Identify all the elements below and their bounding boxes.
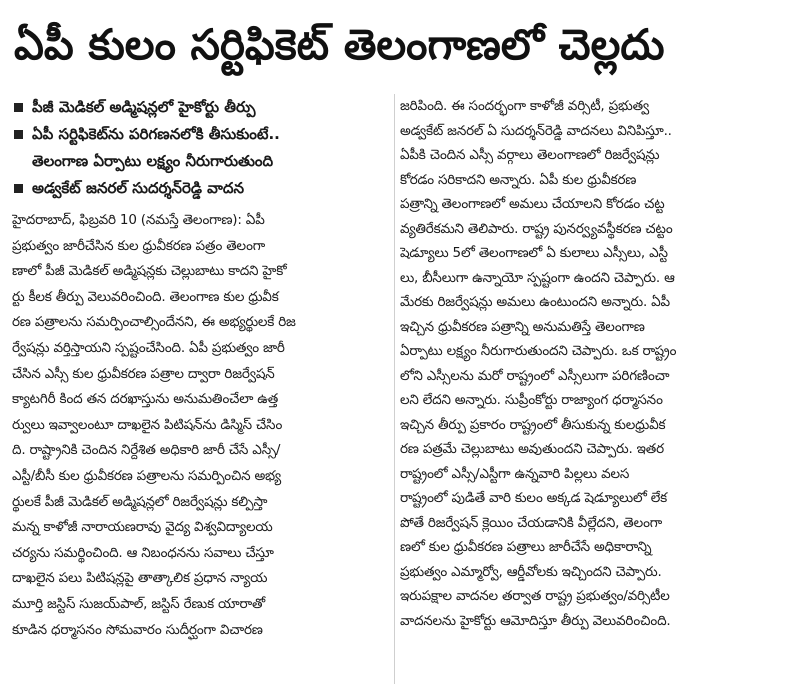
article-line: రణ పత్రమే చెల్లుబాటు అవుతుందని చెప్పారు. ఇతర: [400, 441, 664, 457]
article-line: అడ్వకేట్ జనరల్ ఏ సుదర్శన్‌రెడ్డి వాదనలు వినిపిస్తూ..: [400, 122, 672, 139]
highlight-text: పీజీ మెడికల్ అడ్మిషన్లలో హైకోర్టు తీర్పు: [32, 98, 256, 116]
article-line: ర్థులకే పీజీ మెడికల్ అడ్మిషన్లలో రిజర్వేషన్లు కల్పిస్తా: [12, 493, 268, 510]
article-line: లు, బీసీలుగా ఉన్నాయో స్పష్టంగా ఉందని చెప్పారు. ఆ: [400, 269, 675, 286]
highlight-item: [12, 121, 388, 148]
article-line: ర్టు కీలక తీర్పు వెలువరించింది. తెలంగాణ కుల ధ్రువీక: [12, 288, 279, 305]
article-line: రణ పత్రాలను సమర్పించాల్సిందేనని, ఈ అభ్యర్థులకే రిజ: [12, 314, 296, 331]
article-line: పోతే రిజర్వేషన్ క్లెయిం చేయడానికి వీల్లేదని, తెలంగా: [400, 514, 663, 531]
highlight-item: [12, 94, 388, 121]
highlight-text: అడ్వకేట్ జనరల్ సుదర్శన్‌రెడ్డి వాదన: [32, 179, 245, 197]
article-line: పత్రాన్ని తెలంగాణలో అమలు చేయాలని కోరడం చట్ట: [400, 196, 665, 212]
article-line: ఏర్పాటు లక్ష్యం నీరుగారుతుందని చెప్పారు. ఒక రాష్ట్రం: [400, 343, 677, 359]
highlights-list: [12, 94, 388, 202]
right-column: [400, 94, 788, 633]
article-line: ప్రభుత్వం ఎమ్మార్వో, ఆర్డీవోలకు ఇచ్చిందని చెప్పారు.: [400, 563, 662, 580]
article-line: ణాలో పీజీ మెడికల్ అడ్మిషన్లకు చెల్లుబాటు కాదని హైకో: [12, 263, 287, 280]
article-line: మూర్తి జస్టిస్ సుజయ్‌పాల్, జస్టిస్ రేణుక యారాతో: [12, 595, 265, 612]
headline: ఏపీ కులం సర్టిఫికెట్ తెలంగాణలో చెల్లదు: [14, 20, 665, 69]
highlight-item: [12, 148, 388, 175]
article-line: వాదనలను హైకోర్టు ఆమోదిస్తూ తీర్పు వెలువరించింది.: [400, 612, 671, 629]
article-line: రాష్ట్రంలో ఎస్సీ/ఎస్టీగా ఉన్నవారి పిల్లలు వలస: [400, 465, 630, 482]
article-line: ఇరుపక్షాల వాదనల తర్వాత రాష్ట్ర ప్రభుత్వం/వర్సిటీల: [400, 588, 670, 604]
article-line: ది. రాష్ట్రానికి చెందిన నిర్దేశిత అధికారి జారీ చేసే ఎస్సీ/: [12, 442, 281, 459]
article-line: ఇచ్చిన తీర్పు ప్రకారం రాష్ట్రంలో తీసుకున్న కులధ్రువీక: [400, 416, 666, 433]
article-line: చేసిన ఎస్సీ కుల ధ్రువీకరణ పత్రాల ద్వారా రిజర్వేషన్: [12, 365, 275, 382]
article-line: మేరకు రిజర్వేషన్లు అమలు ఉంటుందని అన్నారు. ఏపీ: [400, 294, 670, 310]
article-body-left: [12, 208, 388, 643]
article-line: ర్వులు ఇవ్వాలంటూ దాఖలైన పిటిషన్‌ను డిస్మిస్ చేసిం: [12, 416, 283, 433]
article-line: ర్వేషన్లు వర్తిస్తాయని స్పష్టంచేసింది. ఏపీ ప్రభుత్వం జారీ: [12, 339, 285, 356]
article-line: ఏపీకి చెందిన ఎస్సీ వర్గాలు తెలంగాణలో రిజర్వేషన్లు: [400, 147, 660, 163]
article-line: ప్రభుత్వం జారీచేసిన కుల ధ్రువీకరణ పత్రం తెలంగా: [12, 237, 265, 254]
column-divider: [394, 94, 395, 684]
article-line: ణలో కుల ధ్రువీకరణ పత్రాలు జారీచేసే అధికారాన్ని: [400, 539, 652, 555]
article-line: ఇచ్చిన ధ్రువీకరణ పత్రాన్ని అనుమతిస్తే తెలంగాణ: [400, 318, 645, 335]
article-line: కోరడం సరికాదని అన్నారు. ఏపీ కుల ధ్రువీకరణ: [400, 171, 637, 188]
left-column: [12, 94, 388, 643]
bullet-square-icon: [14, 130, 23, 139]
article-line: హైదరాబాద్, ఫిబ్రవరి 10 (నమస్తే తెలంగాణ): ఏపీ: [12, 212, 265, 228]
bullet-square-icon: [14, 103, 23, 112]
article-line: చర్యను సమర్థించింది. ఆ నిబంధనను సవాలు చేస్తూ: [12, 544, 274, 561]
bullet-square-icon: [14, 184, 23, 193]
article-line: వ్యతిరేకమని తెలిపారు. రాష్ట్ర పునర్వ్యవస్థీకరణ చట్టం: [400, 220, 673, 237]
article-line: కూడిన ధర్మాసనం సోమవారం సుదీర్ఘంగా విచారణ: [12, 621, 263, 638]
article-body-right: [400, 94, 788, 633]
highlight-item: [12, 175, 388, 202]
article-line: షెడ్యూలు 5లో తెలంగాణలో ఏ కులాలు ఎస్సీలు, ఎస్టీ: [400, 245, 668, 261]
article-line: జరిపింది. ఈ సందర్భంగా కాళోజీ వర్సిటీ, ప్రభుత్వ: [400, 98, 650, 114]
article-line: రాష్ట్రంలో పుడితే వారి కులం అక్కడ షెడ్యూలులో లేక: [400, 490, 667, 506]
article-line: లోని ఎస్సీలను మరో రాష్ట్రంలో ఎస్సీలుగా పరిగణించా: [400, 367, 670, 384]
article-line: లని లేదని అన్నారు. సుప్రీంకోర్టు రాజ్యాంగ ధర్మాసనం: [400, 392, 663, 408]
article-line: ఎస్టీ/బీసీ కుల ధ్రువీకరణ పత్రాలను సమర్పించిన అభ్య: [12, 467, 282, 484]
article-line: మన్న కాళోజీ నారాయణరావు వైద్య విశ్వవిద్యాలయ: [12, 519, 273, 536]
article-line: క్యాటగిరీ కింద తన దరఖాస్తును అనుమతించేలా ఉత్త: [12, 391, 279, 408]
article-line: దాఖలైన పలు పిటిషన్లపై తాత్కాలిక ప్రధాన న్యాయ: [12, 570, 268, 587]
highlight-text: తెలంగాణ ఏర్పాటు లక్ష్యం నీరుగారుతుంది: [32, 152, 274, 170]
highlight-text: ఏపీ సర్టిఫికెట్‌ను పరిగణనలోకి తీసుకుంటే..: [32, 125, 280, 143]
